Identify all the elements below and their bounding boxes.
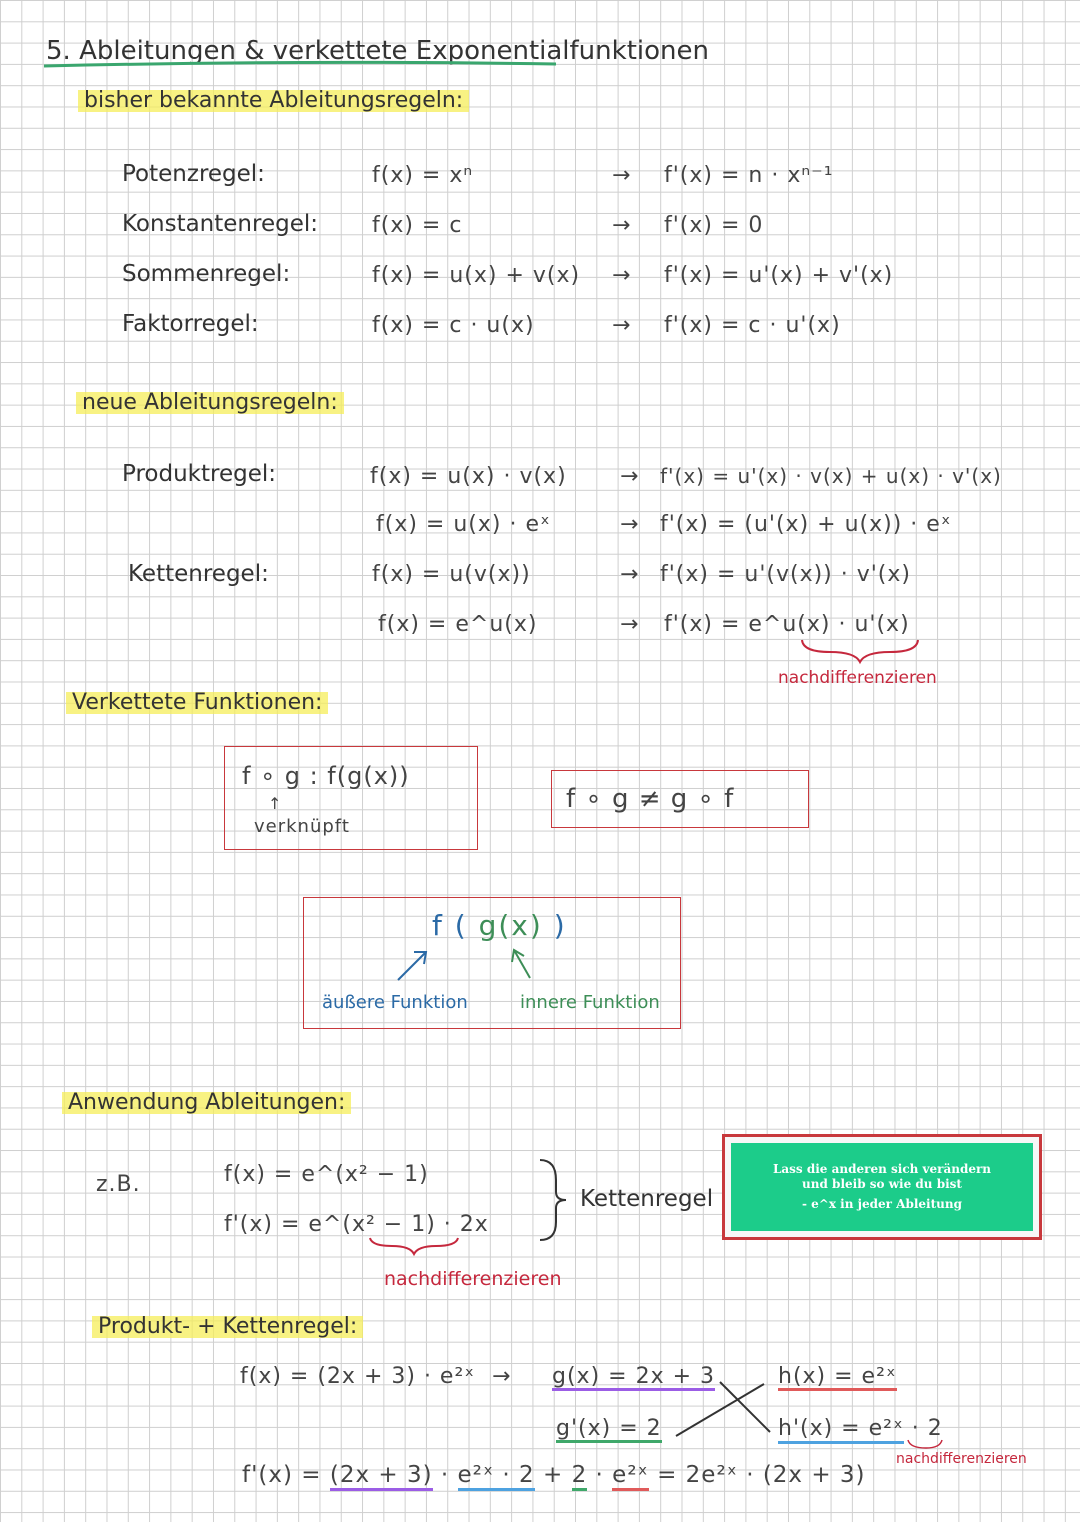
nachdiff-note-2: nachdifferenzieren xyxy=(384,1268,562,1290)
pc-result xyxy=(242,1464,866,1487)
new-rule-arrow-4: → xyxy=(620,612,639,637)
outer-function-part: f ( xyxy=(432,909,468,942)
product-rule-label: Produktregel: xyxy=(122,461,276,487)
pc-result-term-4: e²ˣ xyxy=(612,1462,649,1491)
pc-result-dot-1: · xyxy=(440,1462,450,1488)
pc-result-dot-2: · xyxy=(595,1462,604,1488)
pc-result-term-3: 2 xyxy=(572,1462,588,1491)
new-rule-func-2: f(x) = u(x) · eˣ xyxy=(376,512,551,537)
pc-h-prime-base: h'(x) = e²ˣ xyxy=(778,1416,904,1444)
ad-line-3: - e^x in jeder Ableitung xyxy=(802,1197,962,1212)
new-rule-func-3: f(x) = u(v(x)) xyxy=(372,562,531,587)
outer-function-close: ) xyxy=(553,909,567,942)
pc-h-prime-factor: · 2 xyxy=(911,1416,943,1441)
composition-formula: f ∘ g : f(g(x)) xyxy=(242,762,410,790)
new-rules-heading: neue Ableitungsregeln: xyxy=(76,392,344,414)
pc-result-plus: + xyxy=(543,1462,564,1488)
not-commutative-formula: f ∘ g ≠ g ∘ f xyxy=(566,784,735,814)
kettenregel-brace-label: Kettenregel xyxy=(580,1186,714,1212)
nachdiff-note-3: nachdifferenzieren xyxy=(896,1451,1027,1467)
rule-name-potenz: Potenzregel: xyxy=(122,161,265,187)
rule-func-faktor: f(x) = c · u(x) xyxy=(372,313,535,338)
example-derivative-factor: · 2x xyxy=(443,1212,489,1237)
pc-function: f(x) = (2x + 3) · e²ˣ xyxy=(240,1364,476,1389)
new-rule-arrow-1: → xyxy=(620,464,639,489)
example-derivative-base: f'(x) = e^(x² − 1) xyxy=(224,1212,436,1237)
inner-function-part: g(x) xyxy=(467,909,554,942)
ad-line-2: und bleib so wie du bist xyxy=(802,1176,962,1191)
pc-result-term-1: (2x + 3) xyxy=(330,1462,433,1491)
composed-heading: Verkettete Funktionen: xyxy=(66,692,328,714)
new-rule-func-4: f(x) = e^u(x) xyxy=(378,612,538,637)
known-rules-heading: bisher bekannte Ableitungsregeln: xyxy=(78,90,469,112)
pc-result-term-2: e²ˣ · 2 xyxy=(458,1462,535,1491)
pc-result-final: 2e²ˣ · (2x + 3) xyxy=(685,1462,866,1488)
new-rule-arrow-3: → xyxy=(620,562,639,587)
pc-g: g(x) = 2x + 3 xyxy=(552,1364,716,1389)
zb-label: z.B. xyxy=(96,1172,141,1197)
rule-name-faktor: Faktorregel: xyxy=(122,311,259,337)
outer-function-label: äußere Funktion xyxy=(322,992,468,1013)
new-rule-func-1: f(x) = u(x) · v(x) xyxy=(370,464,567,489)
rule-deriv-summen: f'(x) = u'(x) + v'(x) xyxy=(664,263,894,288)
new-rule-deriv-2: f'(x) = (u'(x) + u(x)) · eˣ xyxy=(660,512,952,537)
rule-name-konstanten: Konstantenregel: xyxy=(122,211,318,237)
pc-result-eq: = xyxy=(657,1462,678,1488)
rule-func-summen: f(x) = u(x) + v(x) xyxy=(372,263,581,288)
example-function: f(x) = e^(x² − 1) xyxy=(224,1162,429,1187)
new-rule-arrow-2: → xyxy=(620,512,639,537)
pc-g-prime: g'(x) = 2 xyxy=(556,1416,662,1441)
rule-deriv-faktor: f'(x) = c · u'(x) xyxy=(664,313,841,338)
rule-arrow-summen: → xyxy=(612,263,631,288)
rule-func-potenz: f(x) = xⁿ xyxy=(372,163,474,188)
rule-arrow-potenz: → xyxy=(612,163,631,188)
rule-arrow-faktor: → xyxy=(612,313,631,338)
product-chain-heading: Produkt- + Kettenregel: xyxy=(92,1316,363,1338)
new-rule-deriv-4: f'(x) = e^u(x) · u'(x) xyxy=(664,612,910,637)
rule-name-summen: Sommenregel: xyxy=(122,261,291,287)
pc-h: h(x) = e²ˣ xyxy=(778,1364,897,1389)
ad-line-1: Lass die anderen sich verändern xyxy=(772,1162,992,1177)
rule-arrow-konstanten: → xyxy=(612,213,631,238)
rule-deriv-potenz: f'(x) = n · xⁿ⁻¹ xyxy=(664,163,834,188)
new-rule-deriv-1: f'(x) = u'(x) · v(x) + u(x) · v'(x) xyxy=(660,464,1002,488)
nachdiff-note-1: nachdifferenzieren xyxy=(778,668,937,688)
rule-deriv-konstanten: f'(x) = 0 xyxy=(664,213,764,238)
up-arrow-icon: ↑ xyxy=(268,794,283,813)
pc-arrow: → xyxy=(492,1364,511,1389)
verknuepft-note: verknüpft xyxy=(254,816,350,837)
rule-func-konstanten: f(x) = c xyxy=(372,213,463,238)
application-heading: Anwendung Ableitungen: xyxy=(62,1092,351,1114)
pc-result-lead: f'(x) = xyxy=(242,1462,322,1488)
new-rule-deriv-3: f'(x) = u'(v(x)) · v'(x) xyxy=(660,562,911,587)
page-title: 5. Ableitungen & verkettete Exponentialfunktionen xyxy=(46,36,709,66)
inner-function-label: innere Funktion xyxy=(520,992,660,1013)
chain-rule-label: Kettenregel: xyxy=(128,561,269,587)
